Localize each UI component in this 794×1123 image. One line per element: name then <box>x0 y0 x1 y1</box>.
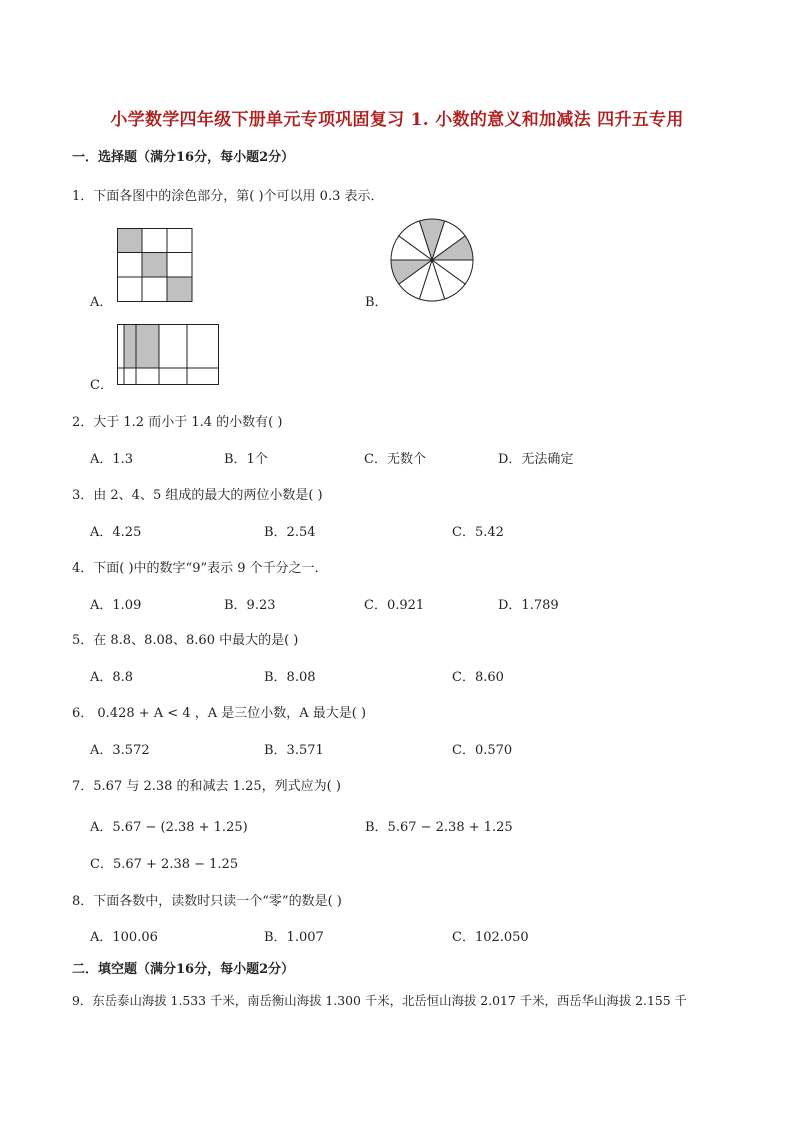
figure-c-strip <box>117 324 219 386</box>
question-7-option-c: C．5.67 + 2.38 − 1.25 <box>90 857 239 872</box>
question-4-option-b: B．9.23 <box>224 598 276 613</box>
question-2-option-c: C．无数个 <box>364 452 426 467</box>
question-7-option-b: B．5.67 − 2.38 + 1.25 <box>365 820 513 835</box>
question-6-option-b: B．3.571 <box>264 743 324 758</box>
question-4-option-d: D．1.789 <box>498 598 559 613</box>
option-b-label: B． <box>365 295 388 310</box>
question-4-option-c: C．0.921 <box>364 598 425 613</box>
option-a-label: A． <box>90 295 113 310</box>
question-3-option-a: A．4.25 <box>90 525 142 540</box>
question-5-option-a: A．8.8 <box>90 670 134 685</box>
question-8-option-c: C．102.050 <box>452 930 529 945</box>
section-heading-choice: 一．选择题（满分16分，每小题2分） <box>72 150 295 165</box>
question-2-option-b: B．1个 <box>224 452 268 467</box>
question-5-option-b: B．8.08 <box>264 670 316 685</box>
option-c-label: C． <box>90 378 113 393</box>
question-2-stem: 2．大于 1.2 而小于 1.4 的小数有( ) <box>72 415 283 430</box>
question-8-option-a: A．100.06 <box>90 930 158 945</box>
question-6-option-a: A．3.572 <box>90 743 150 758</box>
question-7-stem: 7．5.67 与 2.38 的和减去 1.25，列式应为( ) <box>72 779 341 794</box>
question-8-stem: 8．下面各数中，读数时只读一个“零”的数是( ) <box>72 894 342 909</box>
question-1-stem: 1．下面各图中的涂色部分，第( )个可以用 0.3 表示． <box>72 189 384 204</box>
question-8-option-b: B．1.007 <box>264 930 324 945</box>
question-9-stem: 9．东岳泰山海拔 1.533 千米，南岳衡山海拔 1.300 千米，北岳恒山海拔 2.017 千米，西岳华山海拔 2.155 千 <box>72 993 687 1008</box>
question-3-option-c: C．5.42 <box>452 525 504 540</box>
question-3-option-b: B．2.54 <box>264 525 316 540</box>
question-5-stem: 5．在 8.8、8.08、8.60 中最大的是( ) <box>72 633 299 648</box>
question-2-option-a: A．1.3 <box>90 452 134 467</box>
section-heading-fill: 二．填空题（满分16分，每小题2分） <box>72 962 295 977</box>
figure-a-grid <box>117 228 193 302</box>
question-7-option-a: A．5.67 − (2.38 + 1.25) <box>90 820 248 835</box>
question-2-option-d: D．无法确定 <box>498 452 574 467</box>
question-6-option-c: C．0.570 <box>452 743 513 758</box>
question-3-stem: 3．由 2、4、5 组成的最大的两位小数是( ) <box>72 488 323 503</box>
figure-b-pie <box>390 218 474 302</box>
question-4-stem: 4．下面( )中的数字“9”表示 9 个千分之一． <box>72 561 328 576</box>
question-6-stem: 6． 0.428 + A < 4 ，A 是三位小数，A 最大是( ) <box>72 706 367 721</box>
question-5-option-c: C．8.60 <box>452 670 504 685</box>
page-title: 小学数学四年级下册单元专项巩固复习 1. 小数的意义和加减法 四升五专用 <box>110 110 684 130</box>
question-4-option-a: A．1.09 <box>90 598 142 613</box>
